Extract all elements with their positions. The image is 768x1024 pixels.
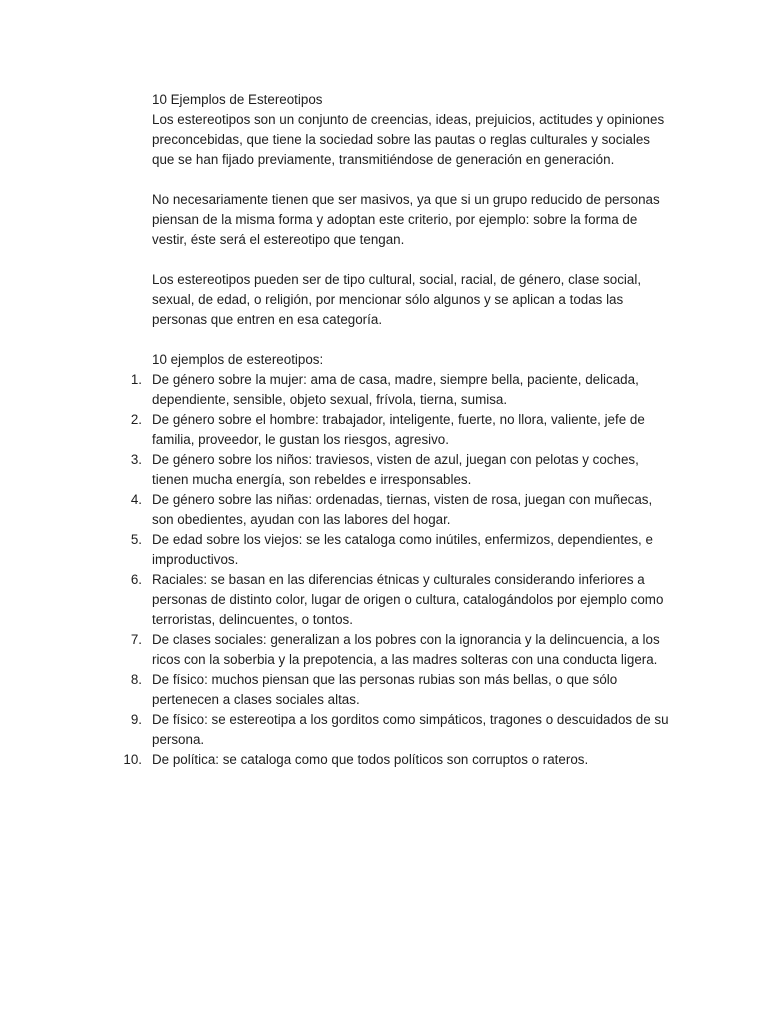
list-item-number: 7. [130,632,142,647]
list-heading: 10 ejemplos de estereotipos: [152,352,324,367]
paragraph-definition: Los estereotipos son un conjunto de creencias, ideas, prejuicios, actitudes y opiniones preconcebidas, que tiene la sociedad sobre las pautas o reglas culturales y sociales que se han fijado previamente, transmitiéndose de generación en generación. [152,112,665,167]
list-item-number: 9. [130,712,142,727]
list-item-number: 2. [130,412,142,427]
list-item-number: 10. [123,752,142,767]
list-item-number: 5. [130,532,142,547]
list-item-text: De físico: se estereotipa a los gorditos como simpáticos, tragones o descuidados de su persona. [152,712,669,747]
list-item [130,570,672,630]
document-title: 10 Ejemplos de Estereotipos [152,92,323,107]
list-item-number: 8. [130,672,142,687]
list-item [130,710,672,750]
list-item [130,530,672,570]
list-item [123,750,672,770]
list-item [130,630,672,670]
list-item-text: De género sobre el hombre: trabajador, inteligente, fuerte, no llora, valiente, jefe de familia, proveedor, le gustan los riesgos, agresivo. [152,412,645,447]
list-item-text: De política: se cataloga como que todos políticos son corruptos o rateros. [152,752,589,767]
list-item-number: 1. [130,372,142,387]
paragraph-not-massive: No necesariamente tienen que ser masivos, ya que si un grupo reducido de personas piensan de la misma forma y adoptan este criterio, por ejemplo: sobre la forma de vestir, éste será el estereotipo que tengan. [152,192,660,247]
examples-list [123,370,672,770]
list-item [130,670,672,710]
list-item [130,370,672,410]
list-item [130,450,672,490]
list-item-text: Raciales: se basan en las diferencias étnicas y culturales considerando inferiores a personas de distinto color, lugar de origen o cultura, catalogándolos por ejemplo como terroristas, delincuentes, o tontos. [152,572,664,627]
list-item [130,410,672,450]
list-item-text: De clases sociales: generalizan a los pobres con la ignorancia y la delincuencia, a los ricos con la soberbia y la prepotencia, a las madres solteras con una conducta ligera. [152,632,660,667]
list-item-text: De género sobre los niños: traviesos, visten de azul, juegan con pelotas y coches, tienen mucha energía, son rebeldes e irresponsables. [152,452,639,487]
list-item-text: De edad sobre los viejos: se les cataloga como inútiles, enfermizos, dependientes, e improductivos. [152,532,653,567]
list-item-text: De género sobre las niñas: ordenadas, tiernas, visten de rosa, juegan con muñecas, son obedientes, ayudan con las labores del hogar. [152,492,653,527]
list-item-text: De género sobre la mujer: ama de casa, madre, siempre bella, paciente, delicada, dependiente, sensible, objeto sexual, frívola, tierna, sumisa. [152,372,639,407]
list-item [130,490,672,530]
list-item-number: 3. [130,452,142,467]
list-item-number: 4. [130,492,142,507]
list-item-number: 6. [130,572,142,587]
document-body [123,90,672,770]
paragraph-types: Los estereotipos pueden ser de tipo cultural, social, racial, de género, clase social, sexual, de edad, o religión, por mencionar sólo algunos y se aplican a todas las personas que entren en esa categoría. [152,272,642,327]
list-item-text: De físico: muchos piensan que las personas rubias son más bellas, o que sólo pertenecen a clases sociales altas. [152,672,618,707]
